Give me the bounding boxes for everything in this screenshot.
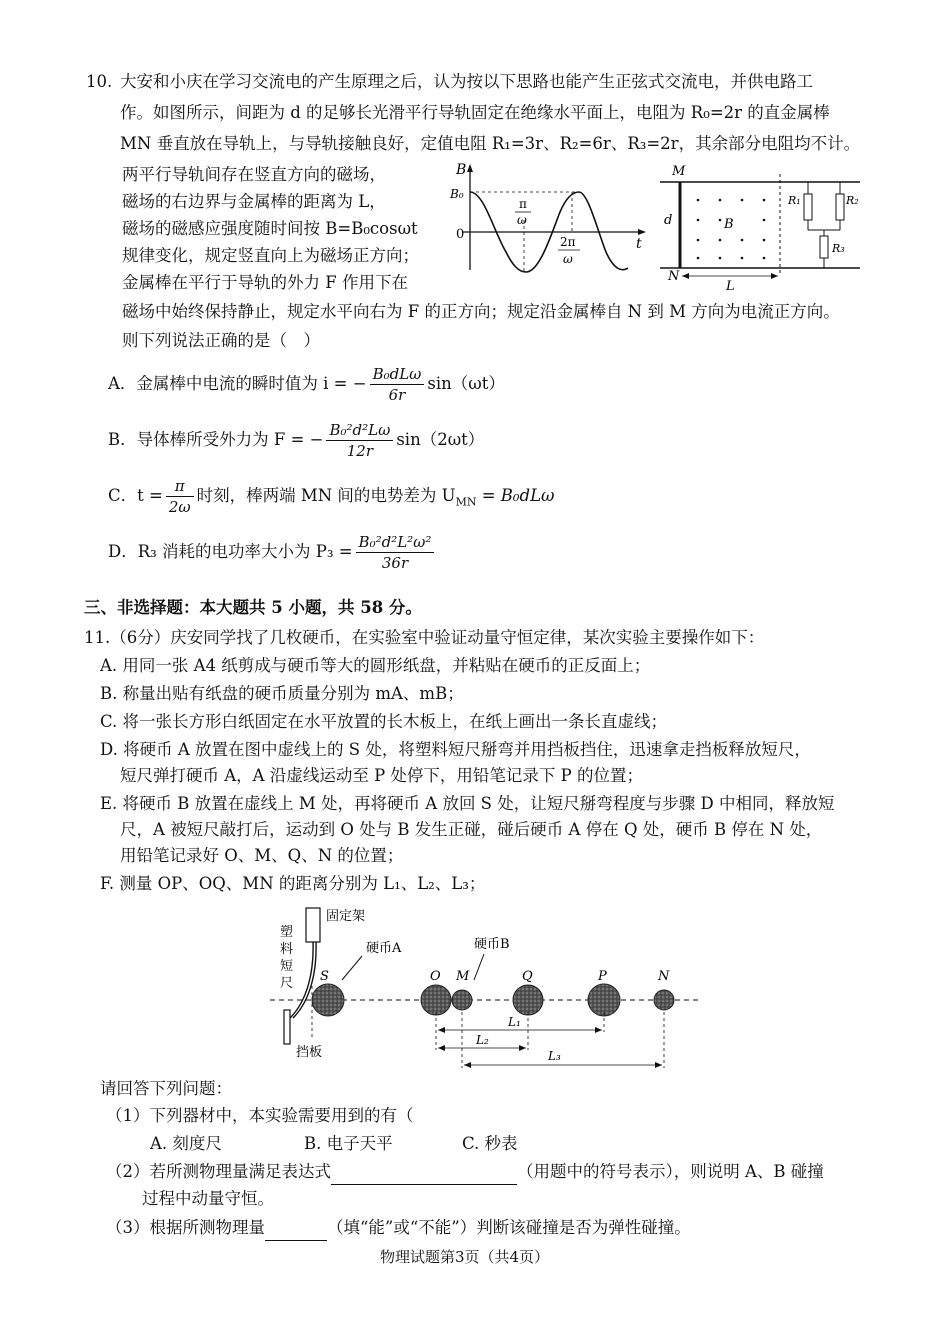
graph-b-label: B xyxy=(456,162,467,178)
m-label: M xyxy=(456,969,470,984)
q10-side-line-2: 磁场的右边界与金属棒的距离为 L， xyxy=(122,192,386,211)
option-b-fraction: $\frac{\text{B₀²d²Lω}}{12r}$ xyxy=(326,420,393,461)
q11-step-e-cont-2: 用铅笔记录好 O、M、Q、N 的位置； xyxy=(120,846,404,865)
q11-step-b: B. 称量出贴有纸盘的硬币质量分别为 mA、mB； xyxy=(100,684,464,703)
baffle xyxy=(284,1010,290,1044)
circuit-l-label: L xyxy=(726,279,735,290)
coin-a-at-p xyxy=(588,984,620,1016)
coin-a-at-s xyxy=(312,984,344,1016)
q11-sub3-answer-blank[interactable] xyxy=(265,1216,327,1241)
q11-step-e: E. 将硬币 B 放置在虚线上 M 处，再将硬币 A 放回 S 处，让短尺掰弯程度与步骤 D 中相同，释放短 xyxy=(100,794,835,813)
l2-label: L₂ xyxy=(476,1033,489,1047)
graph-pi-num: π xyxy=(519,197,527,211)
q10-option-c xyxy=(108,476,555,517)
l3-label: L₃ xyxy=(548,1049,561,1063)
q11-sub2 xyxy=(106,1160,824,1185)
q11-sub3-suffix: （填“能”或“不能”）判断该碰撞是否为弹性碰撞。 xyxy=(327,1218,691,1237)
q11-sub2-suffix: （用题中的符号表示），则说明 A、B 碰撞 xyxy=(517,1162,824,1181)
q10-intro-line-1: 大安和小庆在学习交流电的产生原理之后，认为按以下思路也能产生正弦式交流电，并供电路工 xyxy=(120,72,813,91)
q11-step-e-cont-1: 尺，A 被短尺敲打后，运动到 O 处与 B 发生正碰，碰后硬币 A 停在 Q 处，硬币 B 停在 N 处， xyxy=(120,820,823,839)
distance-l-arrow-right xyxy=(771,273,778,279)
option-a-fraction: $\frac{\text{B₀dLω}}{6r}$ xyxy=(370,364,425,405)
q11-step-d: D. 将硬币 A 放置在图中虚线上的 S 处，将塑料短尺掰弯并用挡板挡住，迅速拿走挡板释放短尺， xyxy=(100,740,811,759)
circuit-r1-label: R₁ xyxy=(788,194,801,207)
graph-origin-label: 0 xyxy=(456,227,465,242)
q10-side-line-3: 磁场的磁感应强度随时间按 B=B₀cosωt xyxy=(122,219,418,238)
option-b-suffix: sin（2ωt） xyxy=(396,430,485,449)
fixed-frame xyxy=(306,908,320,942)
q11-sub1: （1）下列器材中，本实验需要用到的有（ xyxy=(106,1106,414,1125)
rail-circuit xyxy=(660,160,866,290)
q10-tail-line-1: 磁场中始终保持静止，规定水平向右为 F 的正方向；规定沿金属棒自 N 到 M 方向为电流正方向。 xyxy=(122,302,840,321)
q10-side-line-1: 两平行导轨间存在竖直方向的磁场， xyxy=(122,165,386,184)
q11-sub1-option-c: C. 秒表 xyxy=(462,1134,518,1153)
option-d-prefix: D．R₃ 消耗的电功率大小为 P₃ = xyxy=(108,542,353,561)
q11-step-a: A. 用同一张 A4 纸剪成与硬币等大的圆形纸盘，并粘贴在硬币的正反面上； xyxy=(100,656,651,675)
resistor-r2 xyxy=(836,194,844,220)
resistor-r1 xyxy=(804,194,812,220)
q11-step-d-cont: 短尺弹打硬币 A，A 沿虚线运动至 P 处停下，用铅笔记录下 P 的位置； xyxy=(120,766,644,785)
circuit-r2-label: R₂ xyxy=(846,194,859,207)
graph-y-arrow xyxy=(467,164,473,172)
q10-intro-line-2: 作。如图所示，间距为 d 的足够长光滑平行导轨固定在绝缘水平面上，电阻为 R₀=2r 的直金属棒 xyxy=(120,103,830,122)
q11-sub3-prefix: （3）根据所测物理量 xyxy=(106,1218,265,1237)
q10-tail-line-2: 则下列说法正确的是（ ） xyxy=(122,331,320,350)
q11-intro: 11.（6分）庆安同学找了几枚硬币，在实验室中验证动量守恒定律，某次实验主要操作如下： xyxy=(84,628,765,647)
q11-sub3 xyxy=(106,1216,691,1241)
q11-step-f: F. 测量 OP、OQ、MN 的距离分别为 L₁、L₂、L₃； xyxy=(100,874,486,893)
graph-2pi-num: 2π xyxy=(560,235,576,249)
ruler-label-4: 尺 xyxy=(280,976,294,991)
circuit-r3-label: R₃ xyxy=(832,242,845,255)
graph-b0-label: B₀ xyxy=(450,187,464,201)
s-label: S xyxy=(320,969,329,984)
coin-a-at-o xyxy=(421,985,451,1015)
circuit-m-label: M xyxy=(672,164,686,179)
graph-t-label: t xyxy=(636,236,642,252)
q10-option-a xyxy=(108,364,505,405)
q10-intro-line-3: MN 垂直放在导轨上，与导轨接触良好，定值电阻 R₁=3r、R₂=6r、R₃=2r，其余部分电阻均不计。 xyxy=(120,134,861,153)
o-label: O xyxy=(430,969,441,984)
q11-step-c: C. 将一张长方形白纸固定在水平放置的长木板上，在纸上画出一条长直虚线； xyxy=(100,712,668,731)
option-d-fraction: $\frac{\text{B₀²d²L²ω²}}{36r}$ xyxy=(356,532,435,573)
circuit-d-label: d xyxy=(664,213,673,228)
section-3-title: 三、非选择题：本大题共 5 小题，共 58 分。 xyxy=(84,598,422,617)
q11-sub1-option-b: B. 电子天平 xyxy=(304,1134,393,1153)
q10-number: 10. xyxy=(86,72,113,91)
coin-b-label: 硬币B xyxy=(474,937,510,952)
graph-2pi-den: ω xyxy=(563,252,573,266)
coin-b-pointer xyxy=(474,954,484,980)
graph-t-arrow xyxy=(638,229,646,235)
coin-a-at-q xyxy=(513,985,543,1015)
p-label: P xyxy=(598,969,607,984)
ruler-label-3: 短 xyxy=(280,959,294,974)
ruler-label-2: 料 xyxy=(280,942,294,957)
coin-b-at-n xyxy=(654,990,674,1010)
coin-experiment-figure xyxy=(258,900,698,1068)
coin-a-label: 硬币A xyxy=(366,941,402,956)
circuit-n-label: N xyxy=(668,269,680,284)
option-c-fraction: $\frac{\pi}{2\omega}$ xyxy=(166,476,194,517)
q11-sub2-answer-blank[interactable] xyxy=(331,1160,517,1185)
option-c-prefix: C．t = xyxy=(108,486,163,505)
q11-sub1-option-a: A. 刻度尺 xyxy=(150,1134,222,1153)
b-t-graph xyxy=(448,160,654,280)
q10-side-line-4: 规律变化，规定竖直向上为磁场正方向； xyxy=(122,246,419,265)
distance-l-arrow-left xyxy=(682,273,689,279)
circuit-b-label: B xyxy=(724,217,734,232)
ruler-label-1: 塑 xyxy=(280,925,294,940)
option-c-end: = B₀dLω xyxy=(476,486,555,505)
l1-label: L₁ xyxy=(508,1015,521,1029)
q10-option-b xyxy=(108,420,484,461)
option-b-prefix: B．导体棒所受外力为 F = − xyxy=(108,430,324,449)
graph-pi-den: ω xyxy=(517,213,527,227)
option-c-subscript: MN xyxy=(455,495,477,509)
option-a-suffix: sin（ωt） xyxy=(427,374,505,393)
n-label: N xyxy=(658,969,670,984)
q10-option-d xyxy=(108,532,437,573)
baffle-label: 挡板 xyxy=(296,1045,323,1060)
q10-side-line-5: 金属棒在平行于导轨的外力 F 作用下在 xyxy=(122,273,408,292)
q-label: Q xyxy=(522,969,533,984)
page-footer: 物理试题第3页（共4页） xyxy=(380,1248,550,1266)
resistor-r3 xyxy=(820,236,828,258)
coin-a-pointer xyxy=(342,956,362,980)
fixed-frame-label: 固定架 xyxy=(326,909,366,924)
q11-sub2-cont: 过程中动量守恒。 xyxy=(142,1189,274,1208)
q11-sub2-prefix: （2）若所测物理量满足表达式 xyxy=(106,1162,331,1181)
q11-prompt: 请回答下列问题： xyxy=(100,1079,232,1098)
option-a-prefix: A．金属棒中电流的瞬时值为 i = − xyxy=(108,374,367,393)
option-c-text: 时刻，棒两端 MN 间的电势差为 U xyxy=(196,486,456,505)
coin-b-at-m xyxy=(452,990,472,1010)
